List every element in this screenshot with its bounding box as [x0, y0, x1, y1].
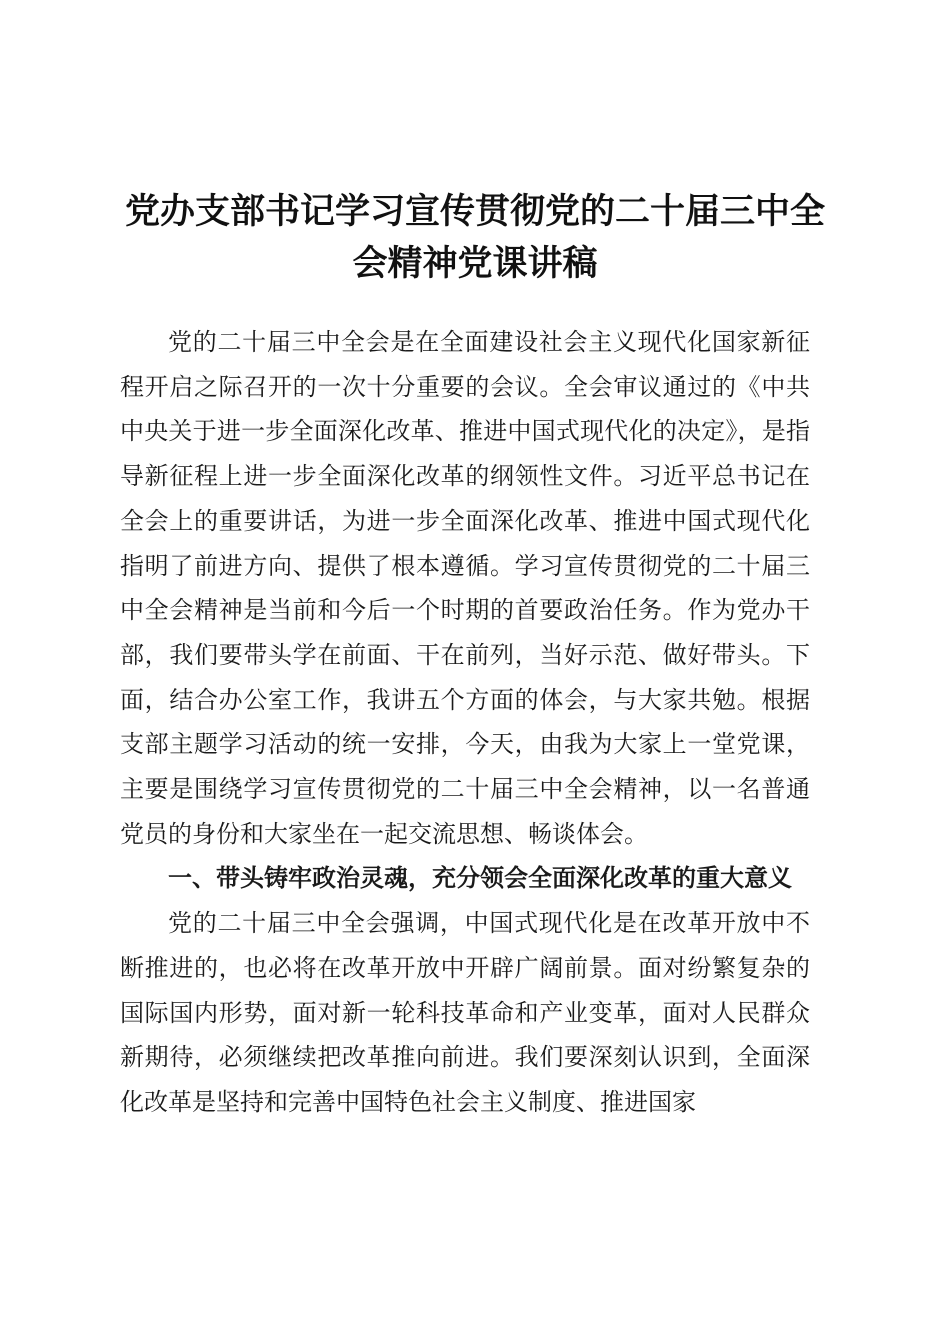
- document-body: [120, 320, 810, 1125]
- paragraph-section-1: 党的二十届三中全会强调，中国式现代化是在改革开放中不断推进的，也必将在改革开放中开辟广阔前景。面对纷繁复杂的国际国内形势，面对新一轮科技革命和产业变革，面对人民群众新期待，必须继续把改革推向前进。我们要深刻认识到，全面深化改革是坚持和完善中国特色社会主义制度、推进国家: [120, 909, 810, 1116]
- document-title: [100, 186, 850, 290]
- title-line-2: 会精神党课讲稿: [352, 244, 598, 284]
- paragraph-intro: 党的二十届三中全会是在全面建设社会主义现代化国家新征程开启之际召开的一次十分重要的会议。全会审议通过的《中共中央关于进一步全面深化改革、推进中国式现代化的决定》，是指导新征程上进一步全面深化改革的纲领性文件。习近平总书记在全会上的重要讲话，为进一步全面深化改革、推进中国式现代化指明了前进方向、提供了根本遵循。学习宣传贯彻党的二十届三中全会精神是当前和今后一个时期的首要政治任务。作为党办干部，我们要带头学在前面、干在前列，当好示范、做好带头。下面，结合办公室工作，我讲五个方面的体会，与大家共勉。根据支部主题学习活动的统一安排，今天，由我为大家上一堂党课，主要是围绕学习宣传贯彻党的二十届三中全会精神，以一名普通党员的身份和大家坐在一起交流思想、畅谈体会。: [120, 328, 810, 848]
- title-line-1: 党办支部书记学习宣传贯彻党的二十届三中全: [124, 192, 825, 232]
- section-heading-1: 一、带头铸牢政治灵魂，充分领会全面深化改革的重大意义: [168, 864, 792, 893]
